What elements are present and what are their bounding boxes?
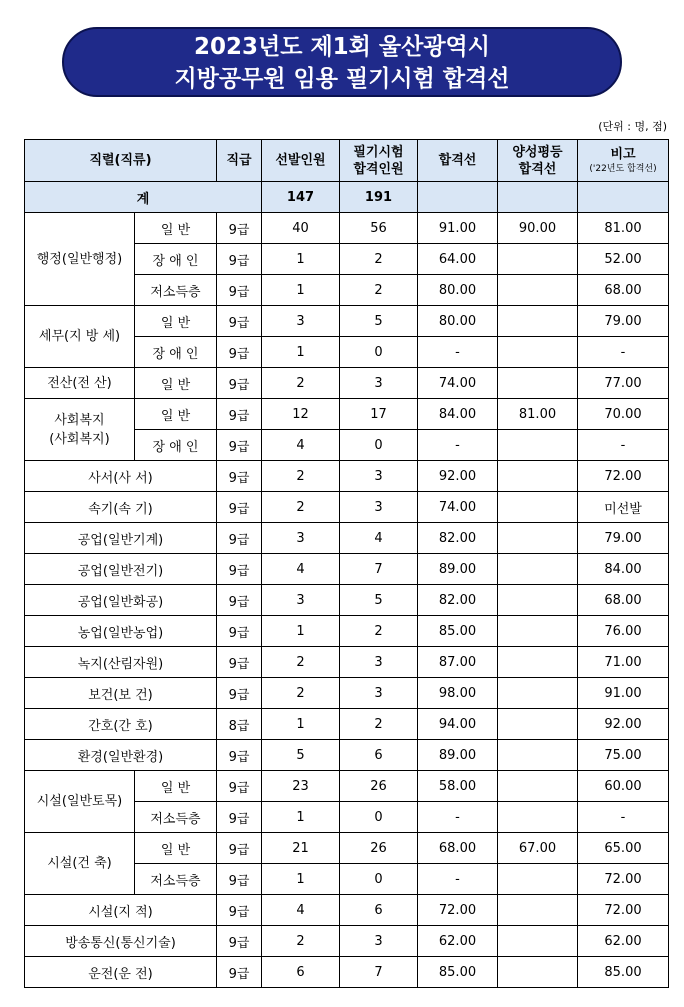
grade-cell: 9급 — [217, 864, 262, 895]
selected-count-cell: 2 — [262, 492, 340, 523]
subcategory-cell: 저소득층 — [135, 275, 217, 306]
grade-cell: 8급 — [217, 709, 262, 740]
cutoff-score-cell: 72.00 — [418, 895, 498, 926]
passers-count-cell: 3 — [340, 678, 418, 709]
passers-count-cell: 3 — [340, 647, 418, 678]
series-name-cell — [25, 213, 135, 306]
total-cutoff — [418, 182, 498, 213]
passers-count-cell: 0 — [340, 430, 418, 461]
selected-count-cell: 12 — [262, 399, 340, 430]
previous-cutoff-cell: - — [578, 430, 669, 461]
cutoff-score-cell: 85.00 — [418, 616, 498, 647]
grade-cell: 9급 — [217, 213, 262, 244]
header-equality — [498, 140, 578, 182]
series-name-cell: 녹지(산림자원) — [25, 647, 217, 678]
passers-count-cell: 0 — [340, 337, 418, 368]
series-name: 행정(일반행정) — [36, 251, 123, 267]
equality-cutoff-cell — [498, 306, 578, 337]
previous-cutoff-cell: 62.00 — [578, 926, 669, 957]
cutoff-score-cell: 74.00 — [418, 492, 498, 523]
total-label: 계 — [25, 182, 262, 213]
table-row — [25, 926, 669, 957]
subcategory-cell: 일 반 — [135, 306, 217, 337]
passers-count-cell: 2 — [340, 244, 418, 275]
table-row — [25, 461, 669, 492]
previous-cutoff-cell: 91.00 — [578, 678, 669, 709]
grade-cell: 9급 — [217, 554, 262, 585]
passers-count-cell: 26 — [340, 833, 418, 864]
selected-count-cell: 5 — [262, 740, 340, 771]
selected-count-cell: 3 — [262, 523, 340, 554]
previous-cutoff-cell: 77.00 — [578, 368, 669, 399]
header-equality-line1: 양성평등 — [512, 144, 563, 160]
table-row — [25, 213, 669, 244]
selected-count-cell: 40 — [262, 213, 340, 244]
previous-cutoff-cell: 72.00 — [578, 461, 669, 492]
selected-count-cell: 1 — [262, 864, 340, 895]
header-grade: 직급 — [217, 140, 262, 182]
table-row — [25, 616, 669, 647]
grade-cell: 9급 — [217, 647, 262, 678]
subcategory-cell: 장 애 인 — [135, 337, 217, 368]
table-row — [25, 554, 669, 585]
previous-cutoff-cell: 70.00 — [578, 399, 669, 430]
table-row — [25, 895, 669, 926]
series-name-cell — [25, 399, 135, 461]
previous-cutoff-cell: 85.00 — [578, 957, 669, 988]
equality-cutoff-cell — [498, 554, 578, 585]
selected-count-cell: 3 — [262, 585, 340, 616]
selected-count-cell: 2 — [262, 368, 340, 399]
selected-count-cell: 21 — [262, 833, 340, 864]
subcategory-cell: 일 반 — [135, 368, 217, 399]
selected-count-cell: 2 — [262, 461, 340, 492]
header-equality-line2: 합격선 — [518, 161, 557, 177]
grade-cell: 9급 — [217, 461, 262, 492]
series-name-cell: 공업(일반기계) — [25, 523, 217, 554]
header-note — [578, 140, 669, 182]
selected-count-cell: 3 — [262, 306, 340, 337]
previous-cutoff-cell: 미선발 — [578, 492, 669, 523]
equality-cutoff-cell — [498, 864, 578, 895]
series-name-cell — [25, 771, 135, 833]
equality-cutoff-cell — [498, 709, 578, 740]
previous-cutoff-cell: 52.00 — [578, 244, 669, 275]
equality-cutoff-cell — [498, 802, 578, 833]
header-note-line2: ('22년도 합격선) — [589, 164, 657, 174]
previous-cutoff-cell: 84.00 — [578, 554, 669, 585]
subcategory-cell: 저소득층 — [135, 802, 217, 833]
previous-cutoff-cell: 72.00 — [578, 895, 669, 926]
table-row — [25, 771, 669, 802]
selected-count-cell: 4 — [262, 895, 340, 926]
table-row — [25, 368, 669, 399]
cutoff-score-cell: 92.00 — [418, 461, 498, 492]
cutoff-score-cell: 58.00 — [418, 771, 498, 802]
header-series: 직렬(직류) — [25, 140, 217, 182]
grade-cell: 9급 — [217, 926, 262, 957]
cutoff-score-cell: - — [418, 430, 498, 461]
grade-cell: 9급 — [217, 337, 262, 368]
header-selected: 선발인원 — [262, 140, 340, 182]
cutoff-score-cell: 89.00 — [418, 554, 498, 585]
table-row — [25, 740, 669, 771]
selected-count-cell: 23 — [262, 771, 340, 802]
cutoff-score-cell: 80.00 — [418, 306, 498, 337]
grade-cell: 9급 — [217, 740, 262, 771]
passers-count-cell: 5 — [340, 585, 418, 616]
passers-count-cell: 0 — [340, 802, 418, 833]
selected-count-cell: 1 — [262, 244, 340, 275]
cutoff-score-cell: 68.00 — [418, 833, 498, 864]
passers-count-cell: 2 — [340, 275, 418, 306]
grade-cell: 9급 — [217, 275, 262, 306]
grade-cell: 9급 — [217, 616, 262, 647]
grade-cell: 9급 — [217, 399, 262, 430]
previous-cutoff-cell: 65.00 — [578, 833, 669, 864]
selected-count-cell: 1 — [262, 337, 340, 368]
equality-cutoff-cell — [498, 430, 578, 461]
equality-cutoff-cell — [498, 337, 578, 368]
grade-cell: 9급 — [217, 585, 262, 616]
equality-cutoff-cell — [498, 647, 578, 678]
table-row — [25, 492, 669, 523]
selected-count-cell: 2 — [262, 678, 340, 709]
passers-count-cell: 5 — [340, 306, 418, 337]
subcategory-cell: 장 애 인 — [135, 430, 217, 461]
selected-count-cell: 1 — [262, 802, 340, 833]
selected-count-cell: 1 — [262, 616, 340, 647]
grade-cell: 9급 — [217, 306, 262, 337]
header-note-line1: 비고 — [610, 147, 636, 162]
cutoff-score-cell: - — [418, 802, 498, 833]
equality-cutoff-cell — [498, 368, 578, 399]
selected-count-cell: 6 — [262, 957, 340, 988]
series-name-cell: 방송통신(통신기술) — [25, 926, 217, 957]
equality-cutoff-cell — [498, 740, 578, 771]
document-title — [62, 27, 622, 97]
previous-cutoff-cell: 60.00 — [578, 771, 669, 802]
equality-cutoff-cell — [498, 244, 578, 275]
cutoff-score-cell: 87.00 — [418, 647, 498, 678]
series-name-cell — [25, 368, 135, 399]
previous-cutoff-cell: 72.00 — [578, 864, 669, 895]
equality-cutoff-cell — [498, 678, 578, 709]
passers-count-cell: 7 — [340, 554, 418, 585]
series-name-cell: 운전(운 전) — [25, 957, 217, 988]
selected-count-cell: 1 — [262, 709, 340, 740]
subcategory-cell: 일 반 — [135, 833, 217, 864]
subcategory-cell: 일 반 — [135, 213, 217, 244]
cutoff-score-cell: 74.00 — [418, 368, 498, 399]
series-name-cell: 사서(사 서) — [25, 461, 217, 492]
previous-cutoff-cell: 75.00 — [578, 740, 669, 771]
passers-count-cell: 0 — [340, 864, 418, 895]
total-row — [25, 182, 669, 213]
grade-cell: 9급 — [217, 368, 262, 399]
total-note — [578, 182, 669, 213]
passers-count-cell: 6 — [340, 895, 418, 926]
cutoff-score-cell: 91.00 — [418, 213, 498, 244]
passers-count-cell: 17 — [340, 399, 418, 430]
grade-cell: 9급 — [217, 492, 262, 523]
previous-cutoff-cell: 68.00 — [578, 585, 669, 616]
previous-cutoff-cell: - — [578, 337, 669, 368]
series-name: 사회복지 — [54, 412, 105, 428]
subcategory-cell: 저소득층 — [135, 864, 217, 895]
passers-count-cell: 3 — [340, 926, 418, 957]
series-name-cell: 시설(지 적) — [25, 895, 217, 926]
header-cutoff: 합격선 — [418, 140, 498, 182]
series-name: 세무(지 방 세) — [38, 329, 121, 344]
passers-count-cell: 3 — [340, 492, 418, 523]
series-name-cell — [25, 833, 135, 895]
passers-count-cell: 7 — [340, 957, 418, 988]
previous-cutoff-cell: - — [578, 802, 669, 833]
total-equality — [498, 182, 578, 213]
cutoff-score-cell: 94.00 — [418, 709, 498, 740]
selected-count-cell: 4 — [262, 430, 340, 461]
selected-count-cell: 2 — [262, 647, 340, 678]
equality-cutoff-cell — [498, 895, 578, 926]
title-line-1: 2023년도 제1회 울산광역시 — [194, 34, 490, 60]
passers-count-cell: 6 — [340, 740, 418, 771]
grade-cell: 9급 — [217, 895, 262, 926]
passers-count-cell: 2 — [340, 616, 418, 647]
table-row — [25, 647, 669, 678]
cutoff-score-cell: 98.00 — [418, 678, 498, 709]
table-row — [25, 306, 669, 337]
grade-cell: 9급 — [217, 833, 262, 864]
cutoff-score-cell: 82.00 — [418, 585, 498, 616]
equality-cutoff-cell — [498, 957, 578, 988]
equality-cutoff-cell — [498, 492, 578, 523]
table-row — [25, 585, 669, 616]
passers-count-cell: 2 — [340, 709, 418, 740]
grade-cell: 9급 — [217, 678, 262, 709]
grade-cell: 9급 — [217, 244, 262, 275]
previous-cutoff-cell: 68.00 — [578, 275, 669, 306]
series-name-cell: 간호(간 호) — [25, 709, 217, 740]
total-passers: 191 — [340, 182, 418, 213]
equality-cutoff-cell: 81.00 — [498, 399, 578, 430]
grade-cell: 9급 — [217, 957, 262, 988]
series-name-cell: 농업(일반농업) — [25, 616, 217, 647]
grade-cell: 9급 — [217, 771, 262, 802]
series-name-cell: 환경(일반환경) — [25, 740, 217, 771]
equality-cutoff-cell — [498, 461, 578, 492]
header-written-passers — [340, 140, 418, 182]
equality-cutoff-cell: 90.00 — [498, 213, 578, 244]
passers-count-cell: 56 — [340, 213, 418, 244]
total-selected: 147 — [262, 182, 340, 213]
header-row — [25, 140, 669, 182]
unit-note: (단위 : 명, 점) — [598, 120, 667, 133]
cutoff-score-cell: 89.00 — [418, 740, 498, 771]
series-name: 전산(전 산) — [47, 375, 112, 391]
header-written-passers-line2: 합격인원 — [353, 161, 404, 177]
passers-count-cell: 26 — [340, 771, 418, 802]
selected-count-cell: 4 — [262, 554, 340, 585]
cutoff-score-cell: 80.00 — [418, 275, 498, 306]
subcategory-cell: 일 반 — [135, 399, 217, 430]
series-name-cell: 공업(일반화공) — [25, 585, 217, 616]
series-name-sub: (사회복지) — [49, 431, 110, 447]
previous-cutoff-cell: 76.00 — [578, 616, 669, 647]
selected-count-cell: 1 — [262, 275, 340, 306]
cutoff-score-cell: 84.00 — [418, 399, 498, 430]
passers-count-cell: 3 — [340, 461, 418, 492]
cutoff-score-cell: 82.00 — [418, 523, 498, 554]
header-written-passers-line1: 필기시험 — [353, 144, 404, 160]
selected-count-cell: 2 — [262, 926, 340, 957]
cutoff-score-cell: 62.00 — [418, 926, 498, 957]
previous-cutoff-cell: 71.00 — [578, 647, 669, 678]
cutoff-score-cell: - — [418, 864, 498, 895]
series-name: 시설(일반토목) — [36, 794, 123, 809]
subcategory-cell: 장 애 인 — [135, 244, 217, 275]
series-name-cell: 속기(속 기) — [25, 492, 217, 523]
title-line-2: 지방공무원 임용 필기시험 합격선 — [174, 66, 510, 92]
series-name-cell: 보건(보 건) — [25, 678, 217, 709]
equality-cutoff-cell — [498, 926, 578, 957]
cutoff-score-cell: 64.00 — [418, 244, 498, 275]
cutoff-score-cell: - — [418, 337, 498, 368]
series-name-cell — [25, 306, 135, 368]
equality-cutoff-cell — [498, 771, 578, 802]
table-row — [25, 709, 669, 740]
table-row — [25, 678, 669, 709]
equality-cutoff-cell — [498, 275, 578, 306]
previous-cutoff-cell: 79.00 — [578, 523, 669, 554]
equality-cutoff-cell — [498, 523, 578, 554]
grade-cell: 9급 — [217, 802, 262, 833]
grade-cell: 9급 — [217, 430, 262, 461]
passers-count-cell: 4 — [340, 523, 418, 554]
series-name: 시설(건 축) — [47, 856, 112, 871]
equality-cutoff-cell — [498, 616, 578, 647]
table-row — [25, 957, 669, 988]
equality-cutoff-cell — [498, 585, 578, 616]
passers-count-cell: 3 — [340, 368, 418, 399]
subcategory-cell: 일 반 — [135, 771, 217, 802]
table-row — [25, 833, 669, 864]
grade-cell: 9급 — [217, 523, 262, 554]
series-name-cell: 공업(일반전기) — [25, 554, 217, 585]
equality-cutoff-cell: 67.00 — [498, 833, 578, 864]
cutoff-score-cell: 85.00 — [418, 957, 498, 988]
table-row — [25, 523, 669, 554]
previous-cutoff-cell: 81.00 — [578, 213, 669, 244]
table-row — [25, 399, 669, 430]
results-table — [24, 139, 669, 988]
previous-cutoff-cell: 92.00 — [578, 709, 669, 740]
previous-cutoff-cell: 79.00 — [578, 306, 669, 337]
